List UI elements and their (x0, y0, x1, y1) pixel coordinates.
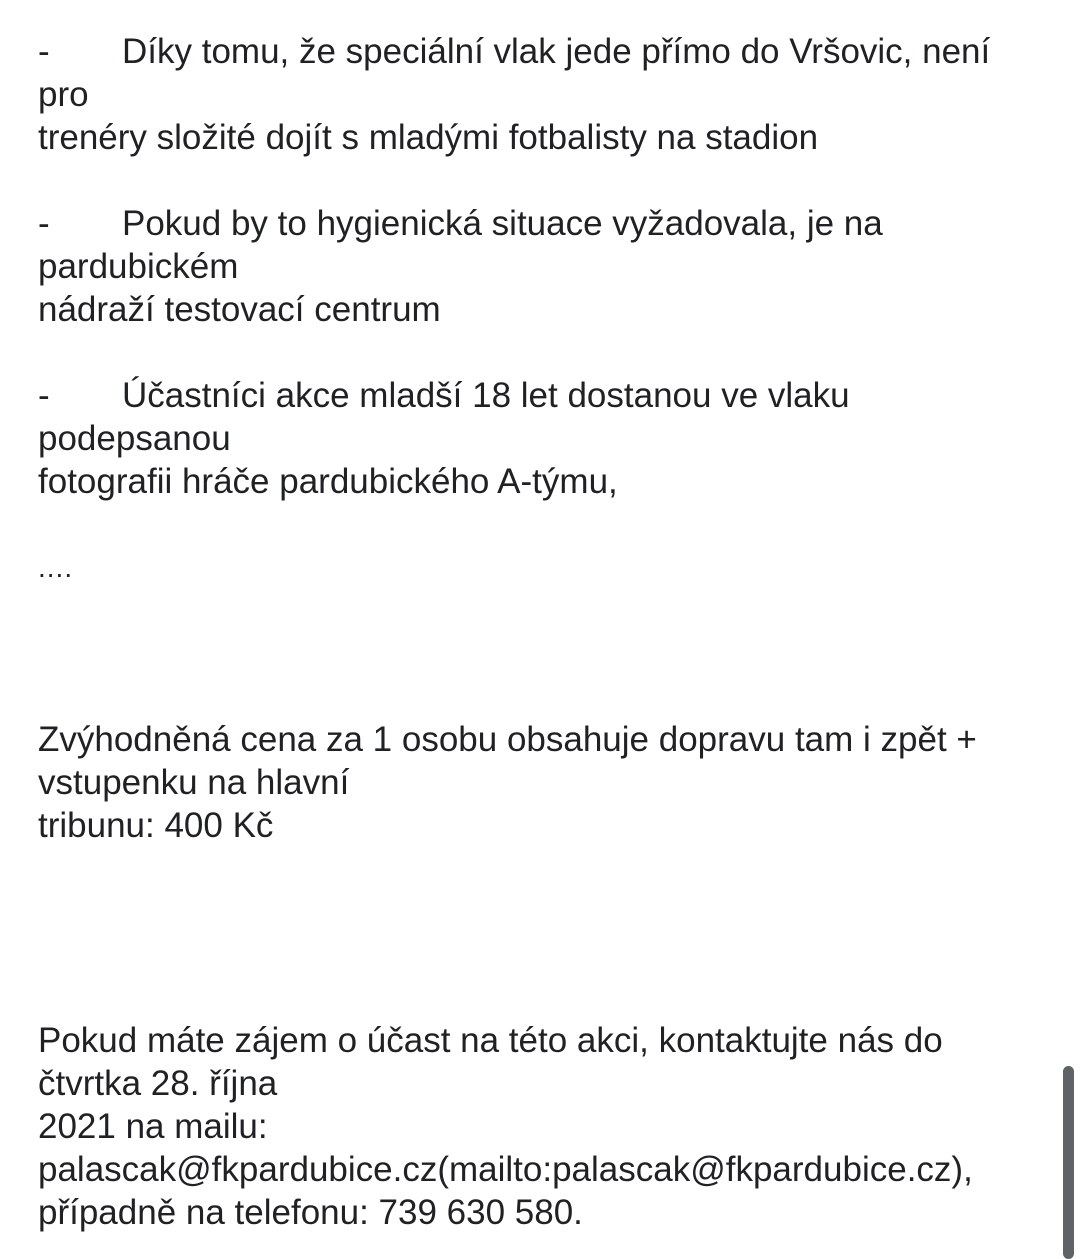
contact-email-link[interactable]: palascak@fkpardubice.cz(mailto:palascak@fkpardubice.cz), (38, 1150, 973, 1189)
bullet-item-1 (38, 30, 1048, 73)
scrollbar-thumb[interactable] (1063, 1066, 1074, 1259)
bullet-dash: - (38, 32, 50, 71)
contact-phone-line[interactable]: případně na telefonu: 739 630 580. (38, 1193, 583, 1232)
bullet-text-line: Pokud by to hygienická situace vyžadovala, je na (122, 204, 883, 243)
bullet-dash: - (38, 204, 50, 243)
contact-text-line: Pokud máte zájem o účast na této akci, kontaktujte nás do (38, 1021, 943, 1060)
price-text-line: vstupenku na hlavní (38, 763, 350, 802)
bullet-text-line: pro (38, 75, 89, 114)
bullet-text-line: Účastníci akce mladší 18 let dostanou ve vlaku (122, 376, 850, 415)
contact-text-line: 2021 na mailu: (38, 1107, 268, 1146)
scrollbar[interactable] (1058, 0, 1080, 1259)
bullet-text-line: Díky tomu, že speciální vlak jede přímo do Vršovic, není (122, 32, 991, 71)
price-text-line: tribunu: 400 Kč (38, 806, 274, 845)
email-message-body (38, 30, 1048, 1234)
price-text-line: Zvýhodněná cena za 1 osobu obsahuje dopravu tam i zpět + (38, 720, 977, 759)
bullet-item-3 (38, 374, 1048, 417)
bullet-text-line: nádraží testovací centrum (38, 290, 441, 329)
bullet-dash: - (38, 376, 50, 415)
contact-text-line: čtvrtka 28. října (38, 1064, 278, 1103)
bullet-text-line: fotografii hráče pardubického A-týmu, (38, 462, 618, 501)
ellipsis-text: .... (38, 552, 74, 583)
bullet-text-line: pardubickém (38, 247, 239, 286)
bullet-text-line: trenéry složité dojít s mladými fotbalisty na stadion (38, 118, 819, 157)
bullet-text-line: podepsanou (38, 419, 231, 458)
bullet-item-2 (38, 202, 1048, 245)
